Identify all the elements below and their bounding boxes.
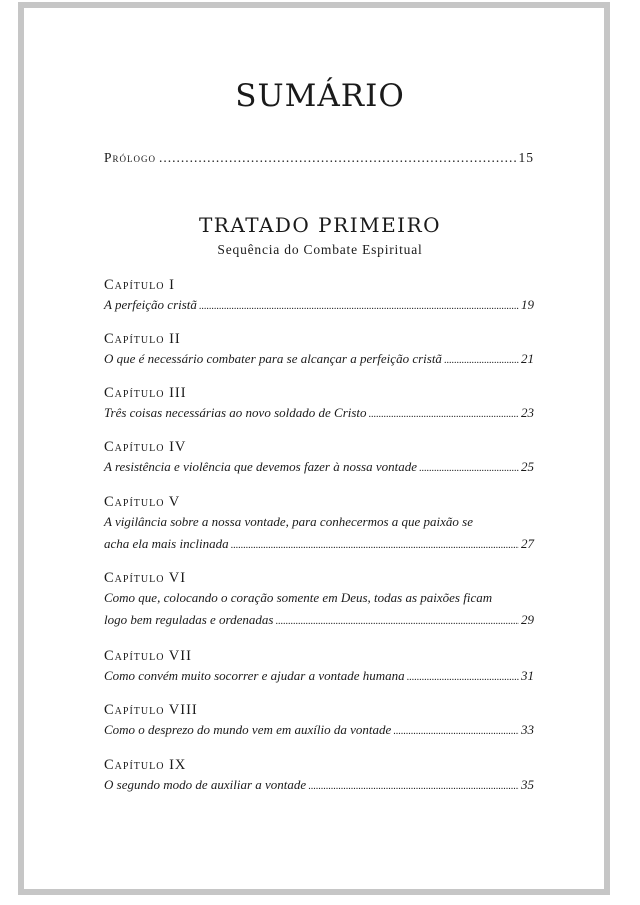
dot-leader	[393, 721, 519, 743]
chapter-description: Três coisas necessárias ao novo soldado de Cristo	[104, 405, 367, 420]
chapter-description: O segundo modo de auxiliar a vontade	[104, 777, 307, 792]
chapter-description: A resistência e violência que devemos fazer à nossa vontade	[104, 459, 418, 474]
chapter-title: Capítulo I	[104, 277, 175, 293]
section-title: TRATADO PRIMEIRO	[198, 213, 442, 237]
toc-page-number: 25	[521, 459, 534, 474]
toc-entry-chapter-4[interactable]	[104, 456, 534, 480]
toc-page-number: 35	[521, 777, 534, 792]
chapter-description: A vigilância sobre a nossa vontade, para conhecermos a que paixão se	[104, 514, 473, 529]
toc-entry-chapter-1[interactable]	[104, 294, 534, 318]
toc-page-number: 31	[521, 668, 534, 683]
toc-entry-chapter-3[interactable]	[104, 402, 534, 426]
chapter-title: Capítulo VII	[104, 648, 192, 664]
chapter-description: Como o desprezo do mundo vem em auxílio da vontade	[104, 722, 392, 737]
toc-page-number: 19	[521, 297, 534, 312]
chapter-description: logo bem reguladas e ordenadas	[104, 612, 274, 627]
dot-leader	[444, 350, 519, 372]
chapter-description: acha ela mais inclinada	[104, 536, 229, 551]
toc-entry-label: Prólogo	[104, 150, 157, 165]
toc-page-number: 27	[521, 536, 534, 551]
chapter-description: Como convém muito socorrer e ajudar a vontade humana	[104, 668, 405, 683]
toc-page-number: 33	[521, 722, 534, 737]
chapter-description: Como que, colocando o coração somente em Deus, todas as paixões ficam	[104, 590, 493, 605]
toc-page-number: 15	[518, 150, 534, 165]
chapter-description: O que é necessário combater para se alcançar a perfeição cristã	[104, 351, 442, 366]
dot-leader	[419, 458, 519, 480]
chapter-title: Capítulo III	[104, 385, 187, 401]
toc-entry-chapter-6[interactable]	[104, 587, 534, 633]
dot-leader	[369, 404, 519, 426]
dot-leader	[308, 776, 519, 798]
toc-entry-chapter-8[interactable]	[104, 719, 534, 743]
section-subtitle: Sequência do Combate Espiritual	[217, 242, 423, 257]
chapter-title: Capítulo V	[104, 494, 181, 510]
chapter-title: Capítulo IX	[104, 757, 187, 773]
dot-leader	[275, 611, 519, 633]
dot-leader	[231, 535, 519, 557]
dot-leader	[159, 150, 515, 166]
page-title: SUMÁRIO	[235, 78, 405, 114]
chapter-title: Capítulo IV	[104, 439, 187, 455]
toc-entry-chapter-9[interactable]	[104, 774, 534, 798]
toc-page-number: 21	[521, 351, 534, 366]
dot-leader	[407, 667, 519, 689]
chapter-title: Capítulo VI	[104, 570, 187, 586]
toc-entry-chapter-5[interactable]	[104, 511, 534, 557]
chapter-title: Capítulo VIII	[104, 702, 198, 718]
chapter-title: Capítulo II	[104, 331, 181, 347]
toc-page-number: 29	[521, 612, 534, 627]
toc-entry-chapter-2[interactable]	[104, 348, 534, 372]
toc-entry-prologo[interactable]	[104, 150, 534, 166]
toc-page-number: 23	[521, 405, 534, 420]
toc-entry-chapter-7[interactable]	[104, 665, 534, 689]
dot-leader	[199, 296, 519, 318]
chapter-description: A perfeição cristã	[104, 297, 197, 312]
